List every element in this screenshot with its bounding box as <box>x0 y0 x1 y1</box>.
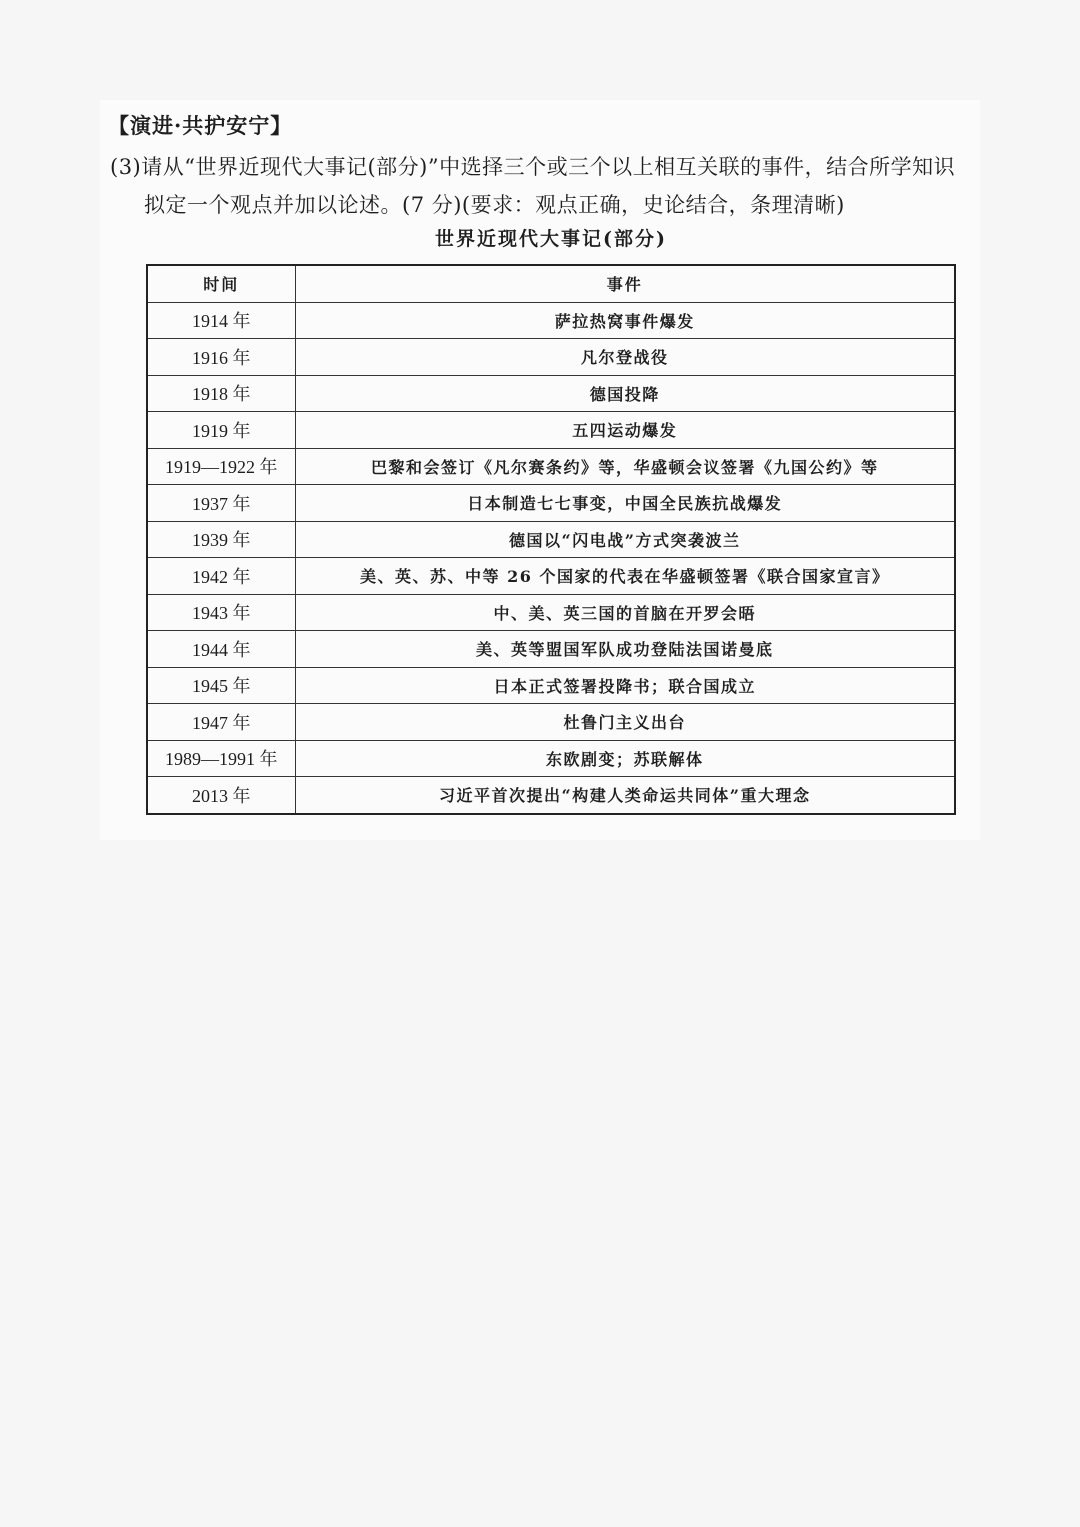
event-cell: 德国以“闪电战”方式突袭波兰 <box>295 521 955 558</box>
question-line-1: (3)请从“世界近现代大事记(部分)”中选择三个或三个以上相互关联的事件，结合所学知识 <box>110 155 956 179</box>
event-cell: 杜鲁门主义出台 <box>295 704 955 741</box>
event-cell: 日本正式签署投降书；联合国成立 <box>295 667 955 704</box>
time-cell: 1942 年 <box>147 558 295 595</box>
table-row <box>147 594 955 631</box>
question-text <box>110 148 970 224</box>
event-cell: 凡尔登战役 <box>295 339 955 376</box>
table-row <box>147 704 955 741</box>
event-cell: 萨拉热窝事件爆发 <box>295 302 955 339</box>
header-event: 事件 <box>295 265 955 302</box>
time-cell: 1989—1991 年 <box>147 740 295 777</box>
table-row <box>147 558 955 595</box>
event-cell: 中、美、英三国的首脑在开罗会晤 <box>295 594 955 631</box>
time-cell: 1914 年 <box>147 302 295 339</box>
table-row <box>147 777 955 814</box>
event-cell: 日本制造七七事变，中国全民族抗战爆发 <box>295 485 955 522</box>
time-cell: 1947 年 <box>147 704 295 741</box>
table-header-row <box>147 265 955 302</box>
section-heading: 【演进·共护安宁】 <box>108 113 293 138</box>
table-row <box>147 667 955 704</box>
event-cell: 巴黎和会签订《凡尔赛条约》等，华盛顿会议签署《九国公约》等 <box>295 448 955 485</box>
header-time: 时间 <box>147 265 295 302</box>
table-row <box>147 302 955 339</box>
table-row <box>147 740 955 777</box>
time-cell: 1916 年 <box>147 339 295 376</box>
time-cell: 1937 年 <box>147 485 295 522</box>
table-row <box>147 412 955 449</box>
table-row <box>147 375 955 412</box>
time-cell: 1919—1922 年 <box>147 448 295 485</box>
time-cell: 1918 年 <box>147 375 295 412</box>
event-cell: 东欧剧变；苏联解体 <box>295 740 955 777</box>
event-cell: 美、英、苏、中等 26 个国家的代表在华盛顿签署《联合国家宣言》 <box>295 558 955 595</box>
time-cell: 2013 年 <box>147 777 295 814</box>
time-cell: 1919 年 <box>147 412 295 449</box>
time-cell: 1939 年 <box>147 521 295 558</box>
event-cell: 五四运动爆发 <box>295 412 955 449</box>
question-line-2: 拟定一个观点并加以论述。(7 分)(要求：观点正确，史论结合，条理清晰) <box>144 193 845 217</box>
table-row <box>147 485 955 522</box>
time-cell: 1945 年 <box>147 667 295 704</box>
table-row <box>147 521 955 558</box>
event-cell: 习近平首次提出“构建人类命运共同体”重大理念 <box>295 777 955 814</box>
time-cell: 1944 年 <box>147 631 295 668</box>
event-cell: 德国投降 <box>295 375 955 412</box>
events-table <box>146 264 956 815</box>
event-cell: 美、英等盟国军队成功登陆法国诺曼底 <box>295 631 955 668</box>
table-title: 世界近现代大事记(部分) <box>435 228 667 250</box>
table-row <box>147 339 955 376</box>
time-cell: 1943 年 <box>147 594 295 631</box>
table-row <box>147 631 955 668</box>
table-row <box>147 448 955 485</box>
